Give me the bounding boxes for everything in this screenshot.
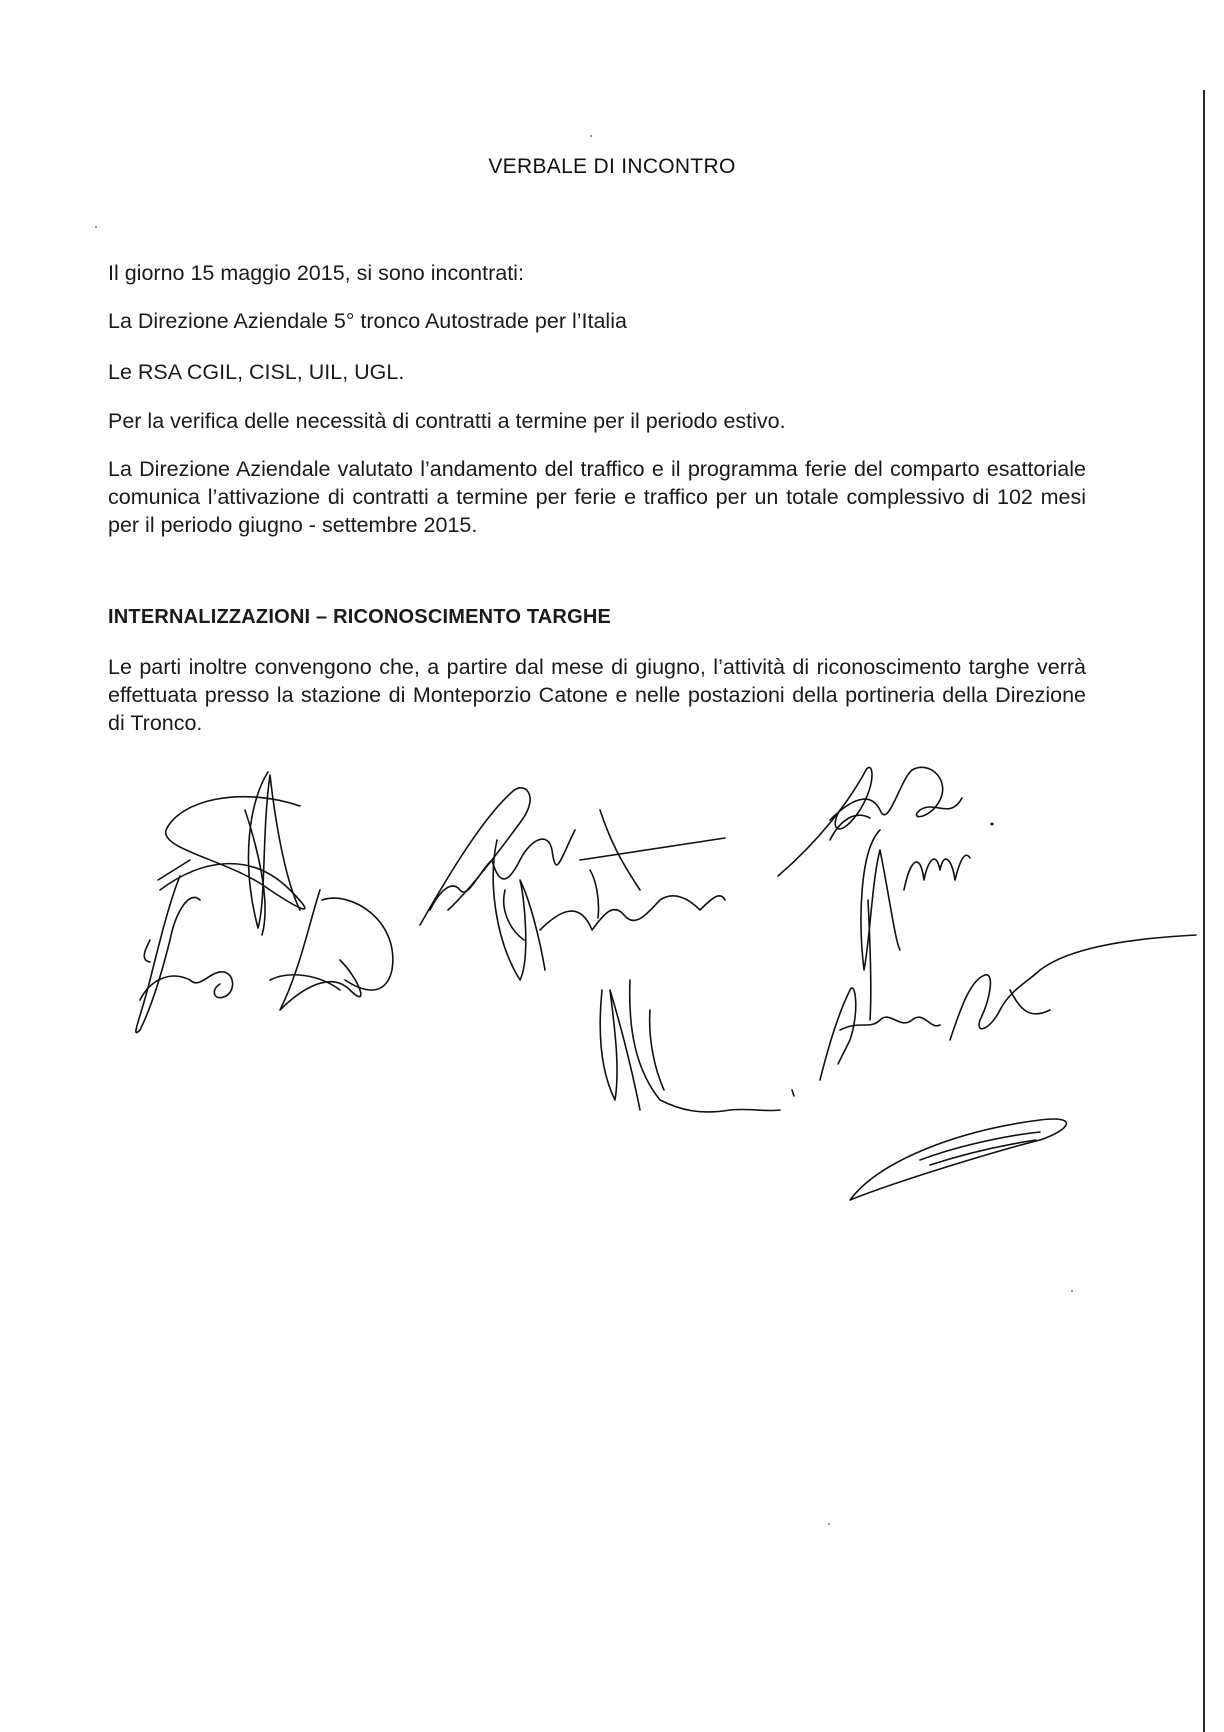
document-title: VERBALE DI INCONTRO bbox=[488, 155, 736, 178]
signatures-area bbox=[0, 740, 1224, 1220]
signature-7 bbox=[493, 840, 725, 980]
signature-2 bbox=[420, 788, 725, 925]
scan-speck bbox=[95, 226, 97, 228]
paragraph-unions: Le RSA CGIL, CISL, UIL, UGL. bbox=[108, 360, 405, 384]
signature-6 bbox=[270, 890, 393, 1010]
scan-speck bbox=[828, 1523, 830, 1525]
paragraph-purpose: Per la verifica delle necessità di contratti a termine per il periodo estivo. bbox=[108, 409, 786, 433]
paragraph-contracts: La Direzione Aziendale valutato l’andamento del traffico e il programma ferie del comparto esattoriale comunica l’attivazione di contratti a termine per ferie e traffico per un totale complessivo di 102 mesi per il periodo giugno - settembre 2015. bbox=[108, 457, 1086, 537]
signature-4 bbox=[861, 830, 970, 1020]
signature-9 bbox=[820, 935, 1196, 1080]
section-heading: INTERNALIZZAZIONI – RICONOSCIMENTO TARGHE bbox=[108, 606, 612, 628]
paragraph-date: Il giorno 15 maggio 2015, si sono incontrati: bbox=[108, 261, 524, 285]
signature-5 bbox=[136, 876, 233, 1033]
signature-10 bbox=[850, 1119, 1066, 1200]
scan-speck bbox=[1071, 1290, 1073, 1292]
scan-speck bbox=[590, 135, 592, 137]
signature-8 bbox=[600, 980, 794, 1112]
paragraph-plate-recognition: Le parti inoltre convengono che, a partire dal mese di giugno, l’attività di riconoscimento targhe verrà effettuata presso la stazione di Monteporzio Catone e nelle postazioni della portineria della Direzione di Tronco. bbox=[108, 655, 1086, 735]
paragraph-management: La Direzione Aziendale 5° tronco Autostrade per l’Italia bbox=[108, 309, 627, 333]
